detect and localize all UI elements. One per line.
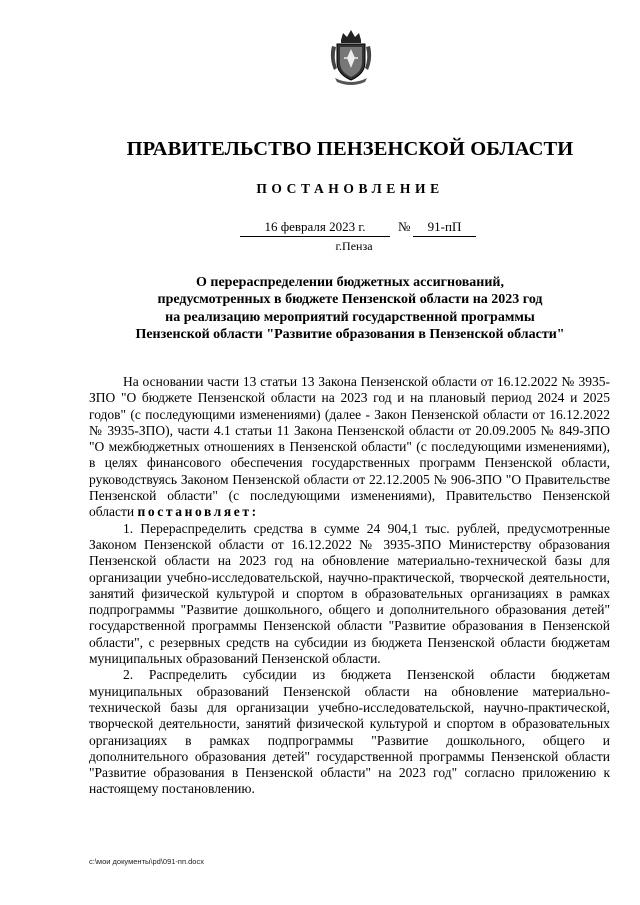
preamble-text: На основании части 13 статьи 13 Закона Пензенской области от 16.12.2022 № 3935-ЗПО "О бюджете Пензенской области на 2023 год и на плановый период 2024 и 2025 годов" (с последующими изменениями) (далее - Закон Пензенской области от 16.12.2022 № 3935-ЗПО), части 4.1 статьи 11 Закона Пензенской области от 20.09.2005 № 849-ЗПО "О межбюджетных отношениях в Пензенской области" (с последующими изменениями), в целях финансового обеспечения государственных программ Пензенской области, руководствуясь Законом Пензенской области от 22.12.2005 № 906-ЗПО "О Правительстве Пензенской области" (с последующими изменениями), Правительство Пензенской области [89,374,610,520]
file-path-footer: c:\мои документы\pd\091-пп.docx [89,857,204,866]
heading-line: предусмотренных в бюджете Пензенской области на 2023 год [157,292,543,308]
resolves-word: постановляет: [137,504,259,520]
item-1-paragraph: 1. Перераспределить средства в сумме 24 904,1 тыс. рублей, предусмотренные Законом Пензенской области от 16.12.2022 № 3935-ЗПО Министерству образования Пензенской области на 2023 год на обновление материально-технической базы для организации учебно-исследовательской, научно-практической, творческой деятельности, занятий физической культурой и спортом в образовательных организациях в рамках подпрограммы "Развитие дошкольного, общего и дополнительного образования детей" государственной программы Пензенской области "Развитие образования в Пензенской области", с резервных средств на субсидии из бюджета Пензенской области бюджетам муниципальных образований Пензенской области. [89,520,610,667]
decree-date: 16 февраля 2023 г. [240,219,390,237]
decree-body [89,374,610,798]
decree-heading [100,274,600,344]
decree-label: ПОСТАНОВЛЕНИЕ [256,181,444,196]
government-title: ПРАВИТЕЛЬСТВО ПЕНЗЕНСКОЙ ОБЛАСТИ [126,138,574,160]
heading-line: О перераспределении бюджетных ассигнований, [196,275,504,290]
number-sign: № [398,219,411,234]
heading-line: Пензенской области "Развитие образования в Пензенской области" [135,327,565,343]
heading-line: на реализацию мероприятий государственной программы [165,309,535,325]
coat-of-arms-emblem [328,28,374,86]
preamble-paragraph [89,374,610,521]
item-2-paragraph: 2. Распределить субсидии из бюджета Пензенской области бюджетам муниципальных образований Пензенской области на обновление материально-технической базы для организации учебно-исследовательской, научно-практической, творческой деятельности, занятий физической культурой и спортом в образовательных организациях в рамках подпрограммы "Развитие дошкольного, общего и дополнительного образования детей" государственной программы Пензенской области "Развитие образования в Пензенской области" на 2023 год" согласно приложению к настоящему постановлению. [89,667,610,797]
city-name: г.Пенза [335,239,373,253]
decree-number: 91-пП [413,219,476,237]
